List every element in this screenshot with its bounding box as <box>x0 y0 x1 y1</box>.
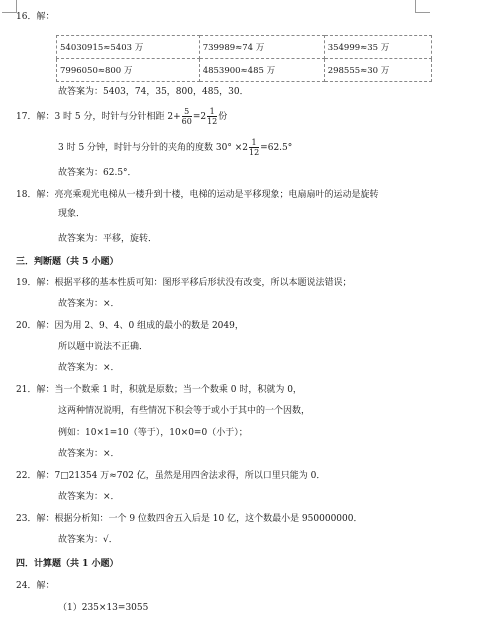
fraction-denominator: 12 <box>207 117 218 126</box>
fraction-denominator: 12 <box>248 148 260 157</box>
q18-line2: 现象． <box>58 209 86 219</box>
q21-line2: 这两种情况说明，有些情况下积会等于或小于其中的一个因数， <box>58 406 311 416</box>
q17-line2-prefix: 3 时 5 分钟，时针与分针的夹角的度数 30° ×2 <box>58 143 248 153</box>
q17-line2 <box>58 138 292 158</box>
fraction <box>207 107 217 126</box>
q17-line1 <box>16 107 227 127</box>
fraction <box>249 138 259 157</box>
fraction <box>182 107 192 126</box>
q24-item1: （1）235×13=3055 <box>58 603 149 613</box>
table-cell: 4853900≈485 万 <box>199 59 324 82</box>
q18-line1: 18．解：亮亮乘观光电梯从一楼升到十楼，电梯的运动是平移现象；电扇扇叶的运动是旋转 <box>16 190 379 200</box>
q17-line1-prefix: 17．解：3 时 5 分，时针与分针相距 2+ <box>16 112 181 122</box>
q24-heading: 24．解： <box>16 581 55 591</box>
q19-answer: 故答案为：×． <box>58 299 120 309</box>
page-corner-mark-right <box>415 0 430 13</box>
table-cell: 354999≈35 万 <box>324 36 431 59</box>
q21-line1: 21．解：当一个数乘 1 时，积就是原数；当一个数乘 0 时，积就为 0， <box>16 385 302 395</box>
q16-answer: 故答案为：5403，74，35，800，485，30． <box>58 87 249 97</box>
fraction-numerator: 1 <box>207 107 217 117</box>
q18-answer: 故答案为：平移，旋转． <box>58 234 158 244</box>
q20-line1: 20．解：因为用 2、9、4、0 组成的最小的数是 2049， <box>16 321 244 331</box>
table-cell: 739989≈74 万 <box>199 36 324 59</box>
table-cell: 7996050≈800 万 <box>57 59 200 82</box>
section-heading: 三．判断题（共 5 小题） <box>16 257 119 267</box>
table-cell: 54030915≈5403 万 <box>57 36 200 59</box>
q17-line2-suffix: =62.5° <box>260 143 293 153</box>
q17-line1-suffix: 份 <box>218 112 228 122</box>
q22-answer: 故答案为：×． <box>58 492 120 502</box>
q17-answer: 故答案为：62.5°． <box>58 168 137 178</box>
q19-line1: 19．解：根据平移的基本性质可知：图形平移后形状没有改变，所以本题说法错误； <box>16 278 352 288</box>
q23-line1: 23．解：根据分析知：一个 9 位数四舍五入后是 10 亿，这个数最小是 950000000． <box>16 514 363 524</box>
section-heading: 四．计算题（共 1 小题） <box>16 559 119 569</box>
q22-line1: 22．解：7□21354 万≈702 亿，虽然是用四舍法求得，所以口里只能为 0． <box>16 471 326 481</box>
q20-line2: 所以题中说法不正确． <box>58 342 149 352</box>
table-row <box>57 59 432 82</box>
page-corner-mark-left <box>2 0 17 13</box>
q21-answer: 故答案为：×． <box>58 449 120 459</box>
q21-line3: 例如：10×1=10（等于），10×0=0（小于）； <box>58 428 248 438</box>
q17-equals: =2 <box>192 112 207 122</box>
approximation-table <box>56 35 432 82</box>
fraction-denominator: 60 <box>181 117 192 126</box>
fraction-numerator: 1 <box>249 138 259 148</box>
q20-answer: 故答案为：×． <box>58 363 120 373</box>
q23-answer: 故答案为：√． <box>58 535 118 545</box>
table-row <box>57 36 432 59</box>
table-cell: 298555≈30 万 <box>324 59 431 82</box>
q16-heading: 16．解： <box>16 12 55 22</box>
fraction-numerator: 5 <box>182 107 192 117</box>
